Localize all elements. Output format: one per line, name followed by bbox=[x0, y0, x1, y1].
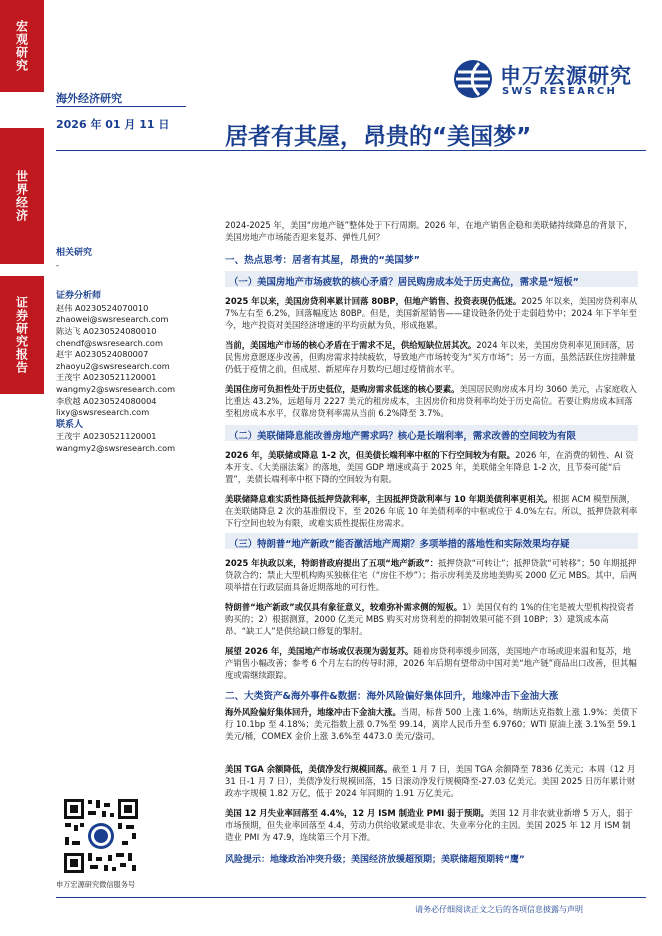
tab-world-economy bbox=[0, 128, 44, 264]
report-category: 海外经济研究 bbox=[56, 92, 122, 105]
paragraph-4 bbox=[225, 450, 638, 486]
paragraph-6-lead: 2025 年执政以来，特朗普政府提出了五项“地产新政”： bbox=[225, 558, 439, 568]
paragraph-5-lead: 美联储降息难实质性降低抵押贷款利率，主因抵押贷款利率与 10 年期美债利率更相关。 bbox=[225, 494, 553, 504]
sws-globe-icon bbox=[452, 58, 494, 100]
risk-warning: 风险提示：地缘政治冲突升级；美国经济放缓超预期；美联储超预期转“鹰” bbox=[225, 855, 525, 865]
paragraph-1-text: 2025 年以来，美国房贷利率从 7%左右至 6.2%，回落幅度达 80BP。但是，美国新屋销售——建设链条仍处于走弱趋势中；2024 年下半年至今，地产投资对美国经济增速的平均贡献为负，形成拖累。 bbox=[225, 296, 638, 330]
paragraph-9-text: 当周，标普 500 上涨 1.6%，纳斯达克指数上涨 1.9%；美债下行 10.1bp 至 4.18%；美元指数上涨 0.7%至 99.14，离岸人民币升至 6.9760；WTI 原油上涨 3.1%至 59.1 美元/桶，COMEX 金价上涨 3.6%至 4473.0 美元/盎司。 bbox=[225, 707, 638, 741]
paragraph-6-text: 抵押贷款“可转让”；抵押贷款“可转移”；50 年期抵押贷款合约；禁止大型机构购买独栋住宅（“房住不炒”）；指示房利美及房地美购买 2000 亿元 MBS。其中，后两项举措在行政层面具备近期落地的可行性。 bbox=[225, 558, 638, 592]
analyst-line: 王茂宇 A0230521120001 bbox=[56, 372, 157, 383]
paragraph-8 bbox=[225, 646, 638, 682]
tab-securities-report bbox=[0, 276, 44, 394]
intro-paragraph: 2024-2025 年，美国“房地产链”整体处于下行周期。2026 年，在地产销售企稳和美联储持续降息的背景下，美国房地产市场能否迎来复苏、弹性几何？ bbox=[225, 220, 633, 242]
analyst-line: 陈达飞 A0230524080010 bbox=[56, 325, 157, 336]
tab-macro-research bbox=[0, 0, 44, 92]
contact-title: 联系人 bbox=[56, 419, 84, 430]
paragraph-2 bbox=[225, 340, 638, 376]
analyst-line[interactable]: chendf@swsresearch.com bbox=[56, 337, 163, 348]
paragraph-3-text: 美国居民购房成本月均 3060 美元，占家庭收入比重达 43.2%，远超每月 2227 美元的租房成本，主因房价和房贷利率均处于历史高位。若要让购房成本回落至租房成本水平，仅靠房贷利率需从当前 6.2%降至 3.7%。 bbox=[225, 384, 637, 418]
section-1-heading: 一、热点思考：居者有其屋，昂贵的“美国梦” bbox=[225, 255, 420, 266]
subsection-1-title: （一）美国房地产市场疲软的核心矛盾？居民购房成本处于历史高位，需求是“短板” bbox=[229, 277, 579, 288]
related-dash: - bbox=[56, 259, 59, 270]
analyst-line[interactable]: lixy@swsresearch.com bbox=[56, 407, 150, 418]
report-date: 2026 年 01 月 11 日 bbox=[56, 118, 170, 131]
paragraph-5 bbox=[225, 494, 638, 530]
brand-logo bbox=[452, 58, 642, 102]
paragraph-5-text: 根据 ACM 模型预测，在美联储降息 2 次的基准假设下，至 2026 年底 10 年美债利率的中枢或位于 4.0%左右。所以，抵押贷款利率下行空间也较为有限，或难实质性提振住房需求。 bbox=[225, 494, 638, 528]
wechat-qr-code bbox=[62, 797, 140, 875]
footer-disclaimer: 请务必仔细阅读正文之后的各项信息披露与声明 bbox=[415, 905, 583, 914]
paragraph-7-text: 1）美国仅有约 1%的住宅是被大型机构投资者购买的；2）根据测算，2000 亿美元 MBS 购买对房贷利差的抑制效果可能不到 10BP；3）建筑成本高昂、“缺工人”是供给缺口修复的掣肘。 bbox=[225, 602, 635, 636]
paragraph-8-text: 随着房贷利率缓步回落，美国地产市场或迎来温和复苏，地产销售小幅改善；参考 6 个月左右的传导时滞，2026 年后期有望带动中国对美“地产链”商品出口改善，但其幅度或需继续跟踪。 bbox=[225, 646, 637, 680]
paragraph-2-text: 2024 年以来，美国房贷利率见顶回落，居民售房意愿逐步改善，但购房需求持续疲软，导致地产市场转变为“买方市场”；另一方面，虽然活跃住房挂牌量仍低于疫情之前，但成屋、新屋库存月数均已超过疫情前水平。 bbox=[225, 340, 636, 374]
paragraph-4-lead: 2026 年，美联储或降息 1-2 次，但美债长端利率中枢的下行空间较为有限。 bbox=[225, 450, 516, 460]
analyst-line: 赵伟 A0230524070010 bbox=[56, 302, 149, 313]
paragraph-1-lead: 2025 年以来，美国房贷利率累计回落 80BP，但地产销售、投资表现仍低迷。 bbox=[225, 296, 522, 306]
footer-rule bbox=[56, 897, 646, 898]
paragraph-10-text: 截至 1 月 7 日，美国 TGA 余额降至 7836 亿美元；本周（12 月 31 日-1 月 7 日），美债净发行规模回落，15 日滚动净发行规模降至-27.03 亿美元。美国 2025 日历年累计财政赤字规模 1.82 万亿，低于 2024 年同期的 1.91 万亿美元。 bbox=[225, 764, 636, 798]
paragraph-7 bbox=[225, 602, 638, 638]
contact-line[interactable]: wangmy2@swsresearch.com bbox=[56, 442, 176, 453]
paragraph-6 bbox=[225, 558, 638, 594]
analyst-line[interactable]: zhaoyu2@swsresearch.com bbox=[56, 360, 170, 371]
tab-macro-research-label: 宏观研究 bbox=[14, 20, 29, 72]
sidebar bbox=[56, 248, 176, 455]
subsection-3-title: （三）特朗普“地产新政”能否激活地产周期？多项举措的落地性和实际效果均存疑 bbox=[229, 539, 570, 550]
analyst-title: 证券分析师 bbox=[56, 291, 102, 302]
brand-name-en: SWS RESEARCH bbox=[502, 86, 618, 97]
paragraph-1 bbox=[225, 296, 638, 332]
related-title: 相关研究 bbox=[56, 248, 93, 258]
header-rule bbox=[56, 150, 646, 151]
analyst-line: 李欣越 A0230524080004 bbox=[56, 395, 157, 406]
section-2-heading: 二、大类资产&海外事件&数据：海外风险偏好集体回升，地缘冲击下金油大涨 bbox=[225, 691, 559, 702]
category-rule bbox=[56, 106, 186, 107]
paragraph-11-text: 美国 12 月非农就业新增 5 万人，弱于市场预期，但失业率回落至 4.4，劳动力供给收紧或是非农、失业率分化的主因。美国 2025 年 12 月 ISM 制造业 PMI 为 47.9，连续第三个月下滑。 bbox=[225, 808, 633, 842]
paragraph-10 bbox=[225, 764, 638, 800]
contact-line: 王茂宇 A0230521120001 bbox=[56, 431, 157, 442]
paragraph-4-text: 2026 年，在消费的韧性、AI 资本开支、《大美丽法案》的落地，美国 GDP 增速或高于 2025 年，美联储全年降息 1-2 次，且节奏可能“后置”，美债长端利率中枢下降的空间较为有限。 bbox=[225, 450, 634, 484]
paragraph-3-lead: 美国住房可负担性处于历史低位，是购房需求低迷的核心要素。 bbox=[225, 384, 460, 394]
analyst-line[interactable]: zhaowei@swsresearch.com bbox=[56, 314, 169, 325]
subsection-2-title: （二）美联储降息能改善房地产需求吗？核心是长端利率，需求改善的空间较为有限 bbox=[229, 431, 576, 442]
paragraph-9-lead: 海外风险偏好集体回升，地缘冲击下金油大涨。 bbox=[225, 707, 401, 717]
paragraph-10-lead: 美国 TGA 余额降低，美债净发行规模回落。 bbox=[225, 764, 393, 774]
report-title: 居者有其屋，昂贵的“美国梦” bbox=[225, 124, 532, 150]
brand-name-cn: 申万宏源研究 bbox=[500, 64, 632, 88]
paragraph-9 bbox=[225, 707, 638, 743]
paragraph-2-lead: 当前，美国地产市场的核心矛盾在于需求不足，供给短缺位居其次。 bbox=[225, 340, 477, 350]
paragraph-7-lead: 特朗普“地产新政”或仅具有象征意义，较难弥补需求侧的短板。 bbox=[225, 602, 463, 612]
paragraph-11 bbox=[225, 808, 638, 844]
paragraph-3 bbox=[225, 384, 638, 420]
paragraph-11-lead: 美国 12 月失业率回落至 4.4%，12 月 ISM 制造业 PMI 弱于预期。 bbox=[225, 808, 490, 818]
paragraph-8-lead: 展望 2026 年，美国地产市场或仅表现为弱复苏。 bbox=[225, 646, 414, 656]
analyst-line: 赵宇 A0230524080007 bbox=[56, 349, 149, 360]
tab-securities-report-label: 证券研究报告 bbox=[14, 296, 29, 374]
analyst-line[interactable]: wangmy2@swsresearch.com bbox=[56, 383, 176, 394]
tab-world-economy-label: 世界经济 bbox=[14, 170, 29, 222]
qr-caption: 申万宏源研究微信服务号 bbox=[56, 880, 136, 889]
